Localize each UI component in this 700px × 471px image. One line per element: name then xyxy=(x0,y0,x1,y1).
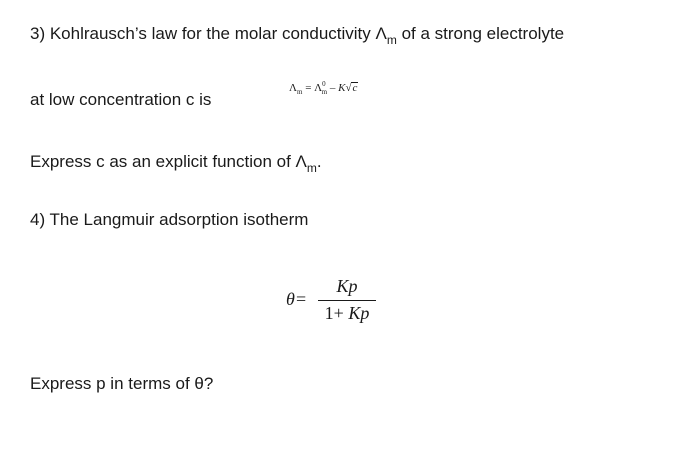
eq-equals-2: = xyxy=(296,289,307,309)
eq-equals: = xyxy=(302,82,315,94)
q4-title xyxy=(30,211,308,228)
q4-prompt xyxy=(30,375,213,392)
eq-lhs-sub: m xyxy=(296,88,303,96)
langmuir-equation xyxy=(286,276,396,336)
q3-prompt-suffix: . xyxy=(316,152,322,171)
eq-term1: Λ xyxy=(314,82,323,94)
q4-title-text: 4) The Langmuir adsorption isotherm xyxy=(30,210,309,229)
eq-lhs: Λ xyxy=(289,82,297,94)
eq-term1-sub: m xyxy=(321,88,328,96)
fraction-numerator: Kp xyxy=(336,276,358,296)
sqrt-expression xyxy=(345,82,358,94)
q3-title-prefix: 3) Kohlrausch’s law for the molar conductivity xyxy=(30,24,376,43)
eq-term1-sup: 0 xyxy=(322,80,326,88)
q3-prompt-symbol: Λ xyxy=(295,152,307,171)
lambda-subscript: m xyxy=(386,33,397,47)
fraction xyxy=(318,276,376,324)
q3-prompt-sub: m xyxy=(306,161,317,175)
eq-minus: – xyxy=(327,82,339,94)
eq-radicand: c xyxy=(352,82,358,94)
eq-k: K xyxy=(338,82,346,94)
lambda-symbol: Λ xyxy=(375,24,387,43)
q3-title-suffix: of a strong electrolyte xyxy=(396,24,565,43)
q3-prompt xyxy=(30,152,322,175)
den-one: 1+ xyxy=(324,303,349,323)
kohlrausch-equation xyxy=(289,82,358,94)
theta-symbol: θ xyxy=(286,289,295,309)
fraction-denominator xyxy=(318,303,376,324)
den-kp: Kp xyxy=(348,303,370,323)
q3-line2-text: at low concentration c is xyxy=(30,90,212,109)
sqrt-icon: √ xyxy=(345,82,352,94)
fraction-bar xyxy=(318,300,376,301)
q3-prompt-prefix: Express c as an explicit function of xyxy=(30,152,296,171)
q4-prompt-text: Express p in terms of θ? xyxy=(30,374,214,393)
q3-title xyxy=(30,24,565,47)
q3-line2 xyxy=(30,91,211,108)
